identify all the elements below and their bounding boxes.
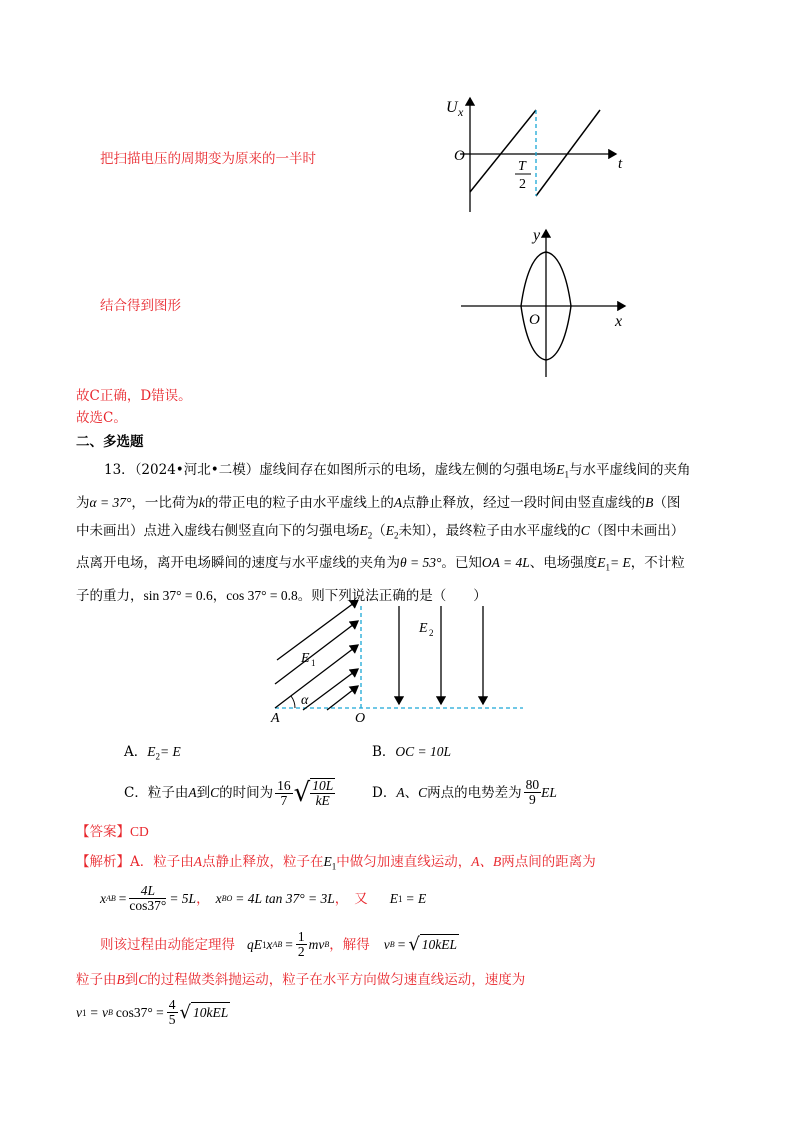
y-axis-sub: x	[458, 105, 464, 119]
y-axis-label: U	[446, 99, 458, 116]
svg-text:1: 1	[311, 658, 316, 668]
lens-graph	[455, 222, 645, 382]
half-period-den: 2	[519, 177, 526, 192]
origin-label: O	[454, 148, 465, 164]
origin-label: O	[529, 312, 540, 328]
e1-field-line	[327, 686, 358, 710]
point-a-label: A	[271, 711, 280, 725]
svg-text:2: 2	[429, 628, 434, 638]
analysis-step-halve-period: 把扫描电压的周期变为原来的一半时	[100, 151, 316, 167]
alpha-label: α	[301, 693, 309, 708]
e2-label: E	[419, 621, 428, 636]
answer: 【答案】CD	[76, 824, 149, 840]
x-axis-label: t	[618, 156, 623, 172]
e1-label: E	[301, 651, 310, 666]
point-o-label: O	[355, 711, 366, 725]
option-b[interactable]: B．OC = 10L	[372, 744, 452, 760]
half-period-num: T	[518, 159, 526, 174]
analysis-line-5: v 1 = v B cos37° = $\frac{4}{5}$ √ 10kEL	[76, 997, 229, 1027]
sawtooth-graph	[440, 92, 640, 222]
ramp-2	[536, 110, 600, 196]
ramp-1	[470, 110, 536, 192]
y-axis-label: y	[533, 227, 541, 244]
option-d[interactable]: D． A 、 C 两点的电势差为 $\frac{80}{9}$ EL	[372, 777, 557, 807]
analysis-line-4: 粒子由B到C的过程做类斜抛运动，粒子在水平方向做匀速直线运动，速度为	[76, 972, 526, 988]
question-source: （2024•河北•二模）	[134, 462, 260, 478]
choice: 故选C。	[76, 410, 127, 426]
analysis-line-3: 则该过程由动能定理得 qE 1 x AB = $\frac{1}{2}$ mv B ，解得 v B = √ 10kEL	[100, 929, 458, 959]
option-c[interactable]: C． 粒子由 A 到 C 的时间为 $\frac{16}{7}$ √ $\frac{10L}{kE}$	[124, 777, 334, 808]
analysis-step-combine: 结合得到图形	[100, 298, 181, 314]
section-title: 二、多选题	[76, 434, 144, 450]
field-figure	[265, 600, 535, 725]
e1-field-line	[275, 645, 358, 708]
analysis-line-2: x AB = $\frac{4L}{\cos 37^\circ}$ = 5L ， x BO = 4L tan 37° = 3L ， 又 E 1 = E	[100, 883, 427, 913]
question-number: 13．	[104, 462, 135, 478]
question-text: 13．（2024•河北•二模）虚线间存在如图所示的电场，虚线左侧的匀强电场$E_1$与水平虚线间的夹角 为α = 37°，一比荷为k的带正电的粒子由水平虚线上的A点静止释放，经过一段时间由竖直虚线的B（图 中未画出）点进入虚线右侧竖直向下的匀强电场$E_2(E_2$未知），最终粒子由水平虚线的C（图中未画出） 点离开电场，离开电场瞬间的速度与水平虚线的夹角为θ = 53°。已知OA = 4L、电场强度$E_1= E$，不计粒 子的重力，sin 37° = 0.6，cos 37° = 0.8。则下列说法正确的是（ ）	[76, 462, 691, 605]
option-a[interactable]: A．$E_2= E$	[124, 744, 181, 762]
conclusion: 故C正确，D错误。	[76, 388, 192, 404]
x-axis-label: x	[615, 313, 623, 330]
analysis-line-1: 【解析】A．粒子由A点静止释放，粒子在$E_1$中做匀加速直线运动，A、B两点间的距离为	[76, 854, 596, 872]
e1-field-line	[303, 669, 358, 710]
